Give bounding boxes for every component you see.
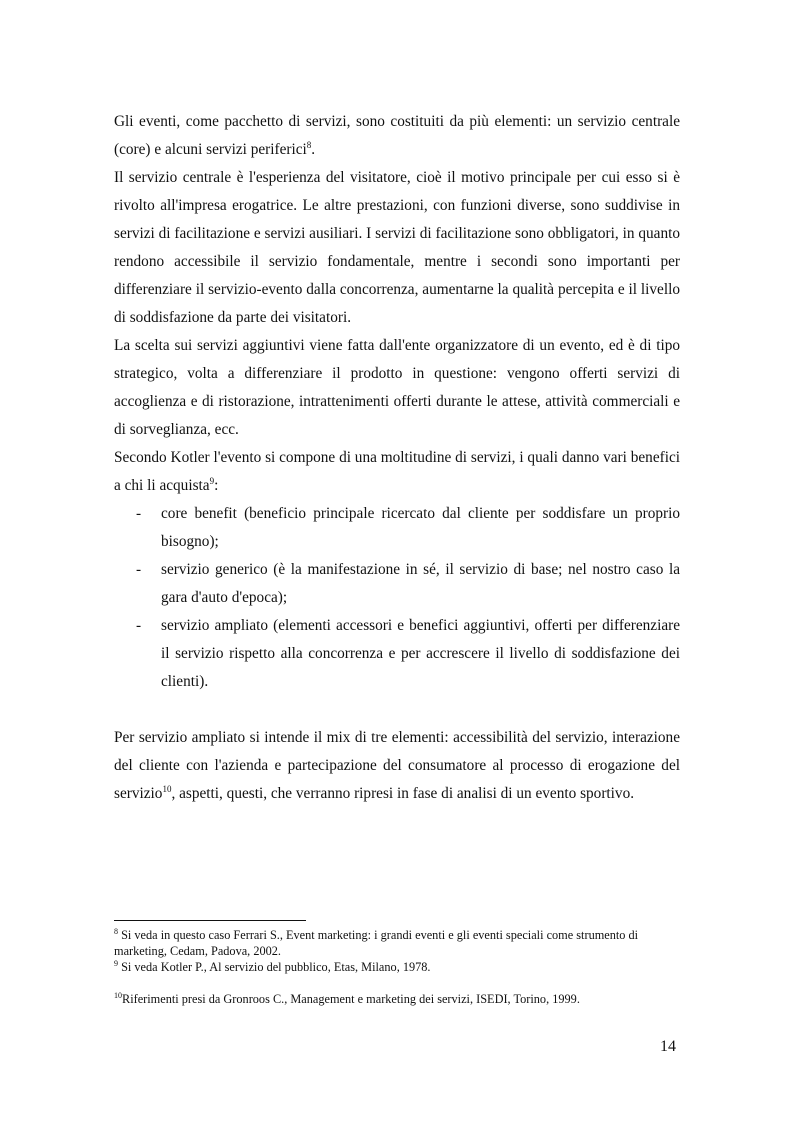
- list-item: [114, 500, 680, 556]
- list-bullet: -: [136, 617, 142, 634]
- paragraph-4: Secondo Kotler l'evento si compone di una moltitudine di servizi, i quali danno vari benefici a chi li acquista$^9$:: [114, 449, 680, 494]
- paragraph-3: La scelta sui servizi aggiuntivi viene fatta dall'ente organizzatore di un evento, ed è di tipo strategico, volta a differenziare il prodotto in questione: vengono offerti servizi di accoglienza e di ristorazione, intrattenimenti offerti durante le attese, attività commerciali e di sorveglianza, ecc.: [114, 337, 680, 438]
- paragraph-text: Per servizio ampliato si intende il mix di tre elementi: accessibilità del servizio, interazione del cliente con l'azienda e partecipazione del consumatore al processo di erogazione del servizio: [114, 729, 680, 802]
- footnote-10: $^{10}$Riferimenti presi da Gronroos C., Management e marketing dei servizi, ISEDI, Torino, 1999.: [114, 991, 580, 1006]
- list-bullet: -: [136, 561, 142, 578]
- footnote-separator: [114, 920, 306, 921]
- list-bullet: -: [136, 505, 142, 522]
- paragraph-text: Secondo Kotler l'evento si compone di una moltitudine di servizi, i quali danno vari benefici a chi li acquista: [114, 449, 680, 494]
- paragraph-1: Gli eventi, come pacchetto di servizi, sono costituiti da più elementi: un servizio centrale (core) e alcuni servizi periferici$^8$.: [114, 113, 680, 158]
- document-body: [114, 108, 680, 808]
- page-number: 14: [660, 1038, 676, 1055]
- footnote-ref-10[interactable]: 10: [162, 784, 172, 794]
- list-item-text: core benefit (beneficio principale ricercato dal cliente per soddisfare un proprio bisogno);: [161, 505, 680, 550]
- footnote-9: $^9$ Si veda Kotler P., Al servizio del pubblico, Etas, Milano, 1978.: [114, 959, 431, 974]
- footnotes: [114, 920, 680, 1007]
- list-item: [114, 612, 680, 696]
- paragraph-text: Gli eventi, come pacchetto di servizi, sono costituiti da più elementi: un servizio centrale (core) e alcuni servizi periferici: [114, 113, 680, 158]
- paragraph-5: Per servizio ampliato si intende il mix di tre elementi: accessibilità del servizio, interazione del cliente con l'azienda e partecipazione del consumatore al processo di erogazione del servizio$^{10}$, aspetti, questi, che verranno ripresi in fase di analisi di un evento sportivo.: [114, 729, 680, 802]
- footnote-ref-8[interactable]: 8: [306, 140, 312, 150]
- paragraph-2: Il servizio centrale è l'esperienza del visitatore, cioè il motivo principale per cui esso si è rivolto all'impresa erogatrice. Le altre prestazioni, con funzioni diverse, sono suddivise in servizi di facilitazione e servizi ausiliari. I servizi di facilitazione sono obbligatori, in quanto rendono accessibile il servizio fondamentale, mentre i secondi sono importanti per differenziare il servizio-evento dalla concorrenza, aumentarne la qualità percepita e il livello di soddisfazione da parte dei visitatori.: [114, 169, 680, 326]
- list-item-text: servizio ampliato (elementi accessori e benefici aggiuntivi, offerti per differenziare il servizio rispetto alla concorrenza e per accrescere il livello di soddisfazione dei clienti).: [161, 617, 680, 690]
- footnote-8: $^8$ Si veda in questo caso Ferrari S., Event marketing: i grandi eventi e gli eventi speciali come strumento di marketing, Cedam, Padova, 2002.: [114, 927, 639, 958]
- list-item-text: servizio generico (è la manifestazione in sé, il servizio di base; nel nostro caso la gara d'auto d'epoca);: [161, 561, 680, 606]
- list-item: [114, 556, 680, 612]
- benefit-list: [114, 500, 680, 696]
- footnote-ref-9[interactable]: 9: [209, 476, 215, 486]
